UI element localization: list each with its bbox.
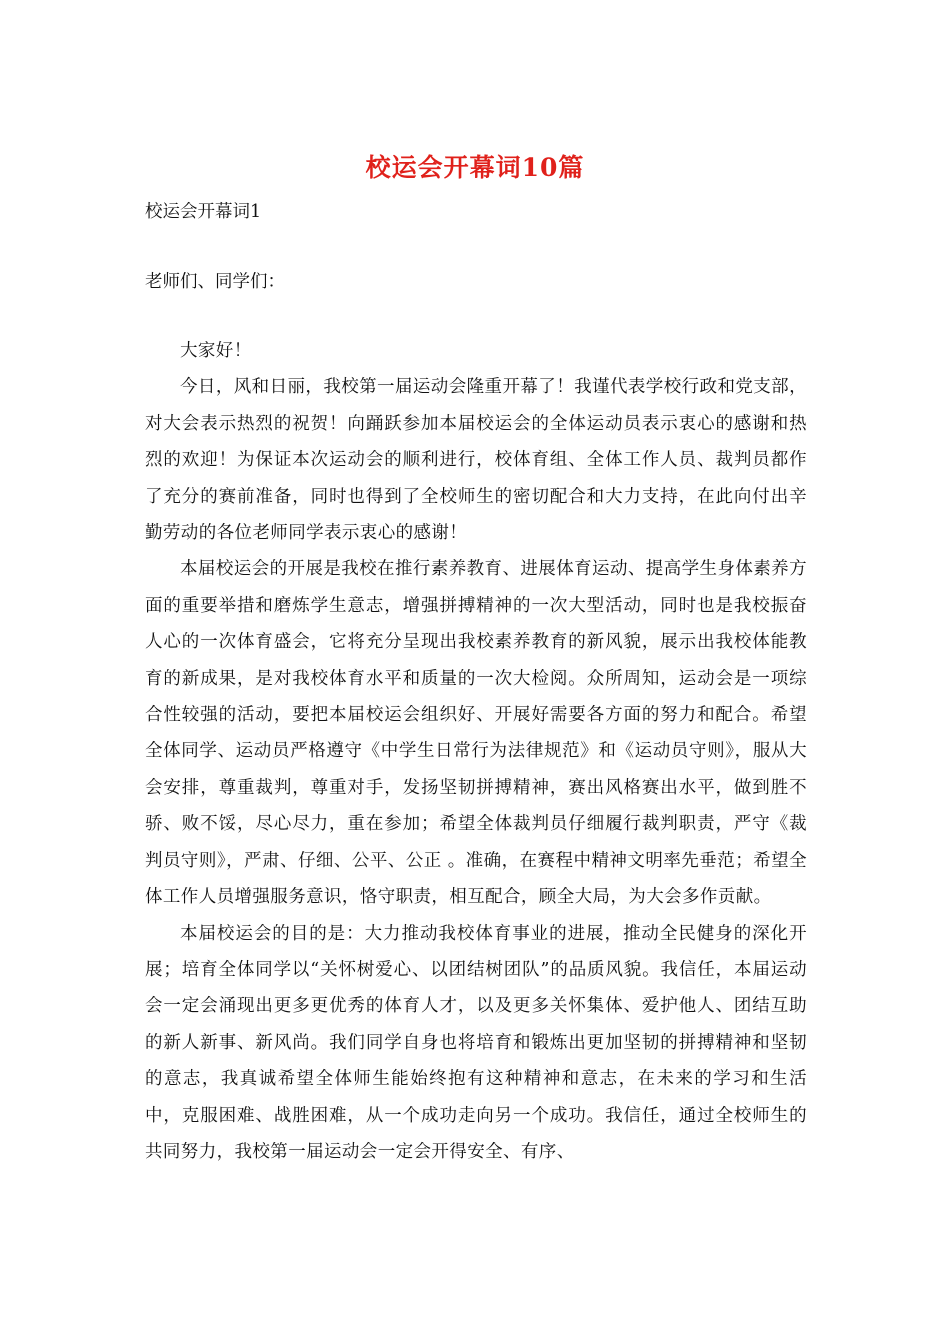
paragraph-opening: 今日，风和日丽，我校第一届运动会隆重开幕了！我谨代表学校行政和党支部，对大会表示热烈的祝贺！向踊跃参加本届校运会的全体运动员表示衷心的感谢和热烈的欢迎！为保证本次运动会的顺利进行，校体育组、全体工作人员、裁判员都作了充分的赛前准备，同时也得到了全校师生的密切配合和大力支持，在此向付出辛勤劳动的各位老师同学表示衷心的感谢！ xyxy=(145,377,807,544)
salutation: 老师们、同学们： xyxy=(145,272,285,292)
paragraph-greeting: 大家好！ xyxy=(180,341,252,361)
body-text xyxy=(145,333,807,1170)
document-title: 校运会开幕词10篇 xyxy=(365,153,585,182)
paragraph-purpose: 本届校运会的目的是：大力推动我校体育事业的进展，推动全民健身的深化开展；培育全体同学以“关怀树爱心、以团结树团队”的品质风貌。我信任，本届运动会一定会涌现出更多更优秀的体育人才，以及更多关怀集体、爱护他人、团结互助的新人新事、新风尚。我们同学自身也将培育和锻炼出更加坚韧的拼搏精神和坚韧的意志，我真诚希望全体师生能始终抱有这种精神和意志，在未来的学习和生活中，克服困难、战胜困难，从一个成功走向另一个成功。我信任，通过全校师生的共同努力，我校第一届运动会一定会开得安全、有序、 xyxy=(145,923,807,1162)
paragraph-significance: 本届校运会的开展是我校在推行素养教育、进展体育运动、提高学生身体素养方面的重要举措和磨炼学生意志，增强拼搏精神的一次大型活动，同时也是我校振奋人心的一次体育盛会，它将充分呈现出我校素养教育的新风貌，展示出我校体能教育的新成果，是对我校体育水平和质量的一次大检阅。众所周知，运动会是一项综合性较强的活动，要把本届校运会组织好、开展好需要各方面的努力和配合。希望全体同学、运动员严格遵守《中学生日常行为法律规范》和《运动员守则》，服从大会安排，尊重裁判，尊重对手，发扬坚韧拼搏精神，赛出风格赛出水平，做到胜不骄、败不馁，尽心尽力，重在参加；希望全体裁判员仔细履行裁判职责，严守《裁判员守则》，严肃、仔细、公平、公正 。准确，在赛程中精神文明率先垂范；希望全体工作人员增强服务意识，恪守职责，相互配合，顾全大局，为大会多作贡献。 xyxy=(145,559,807,908)
section-heading: 校运会开幕词1 xyxy=(145,202,262,222)
